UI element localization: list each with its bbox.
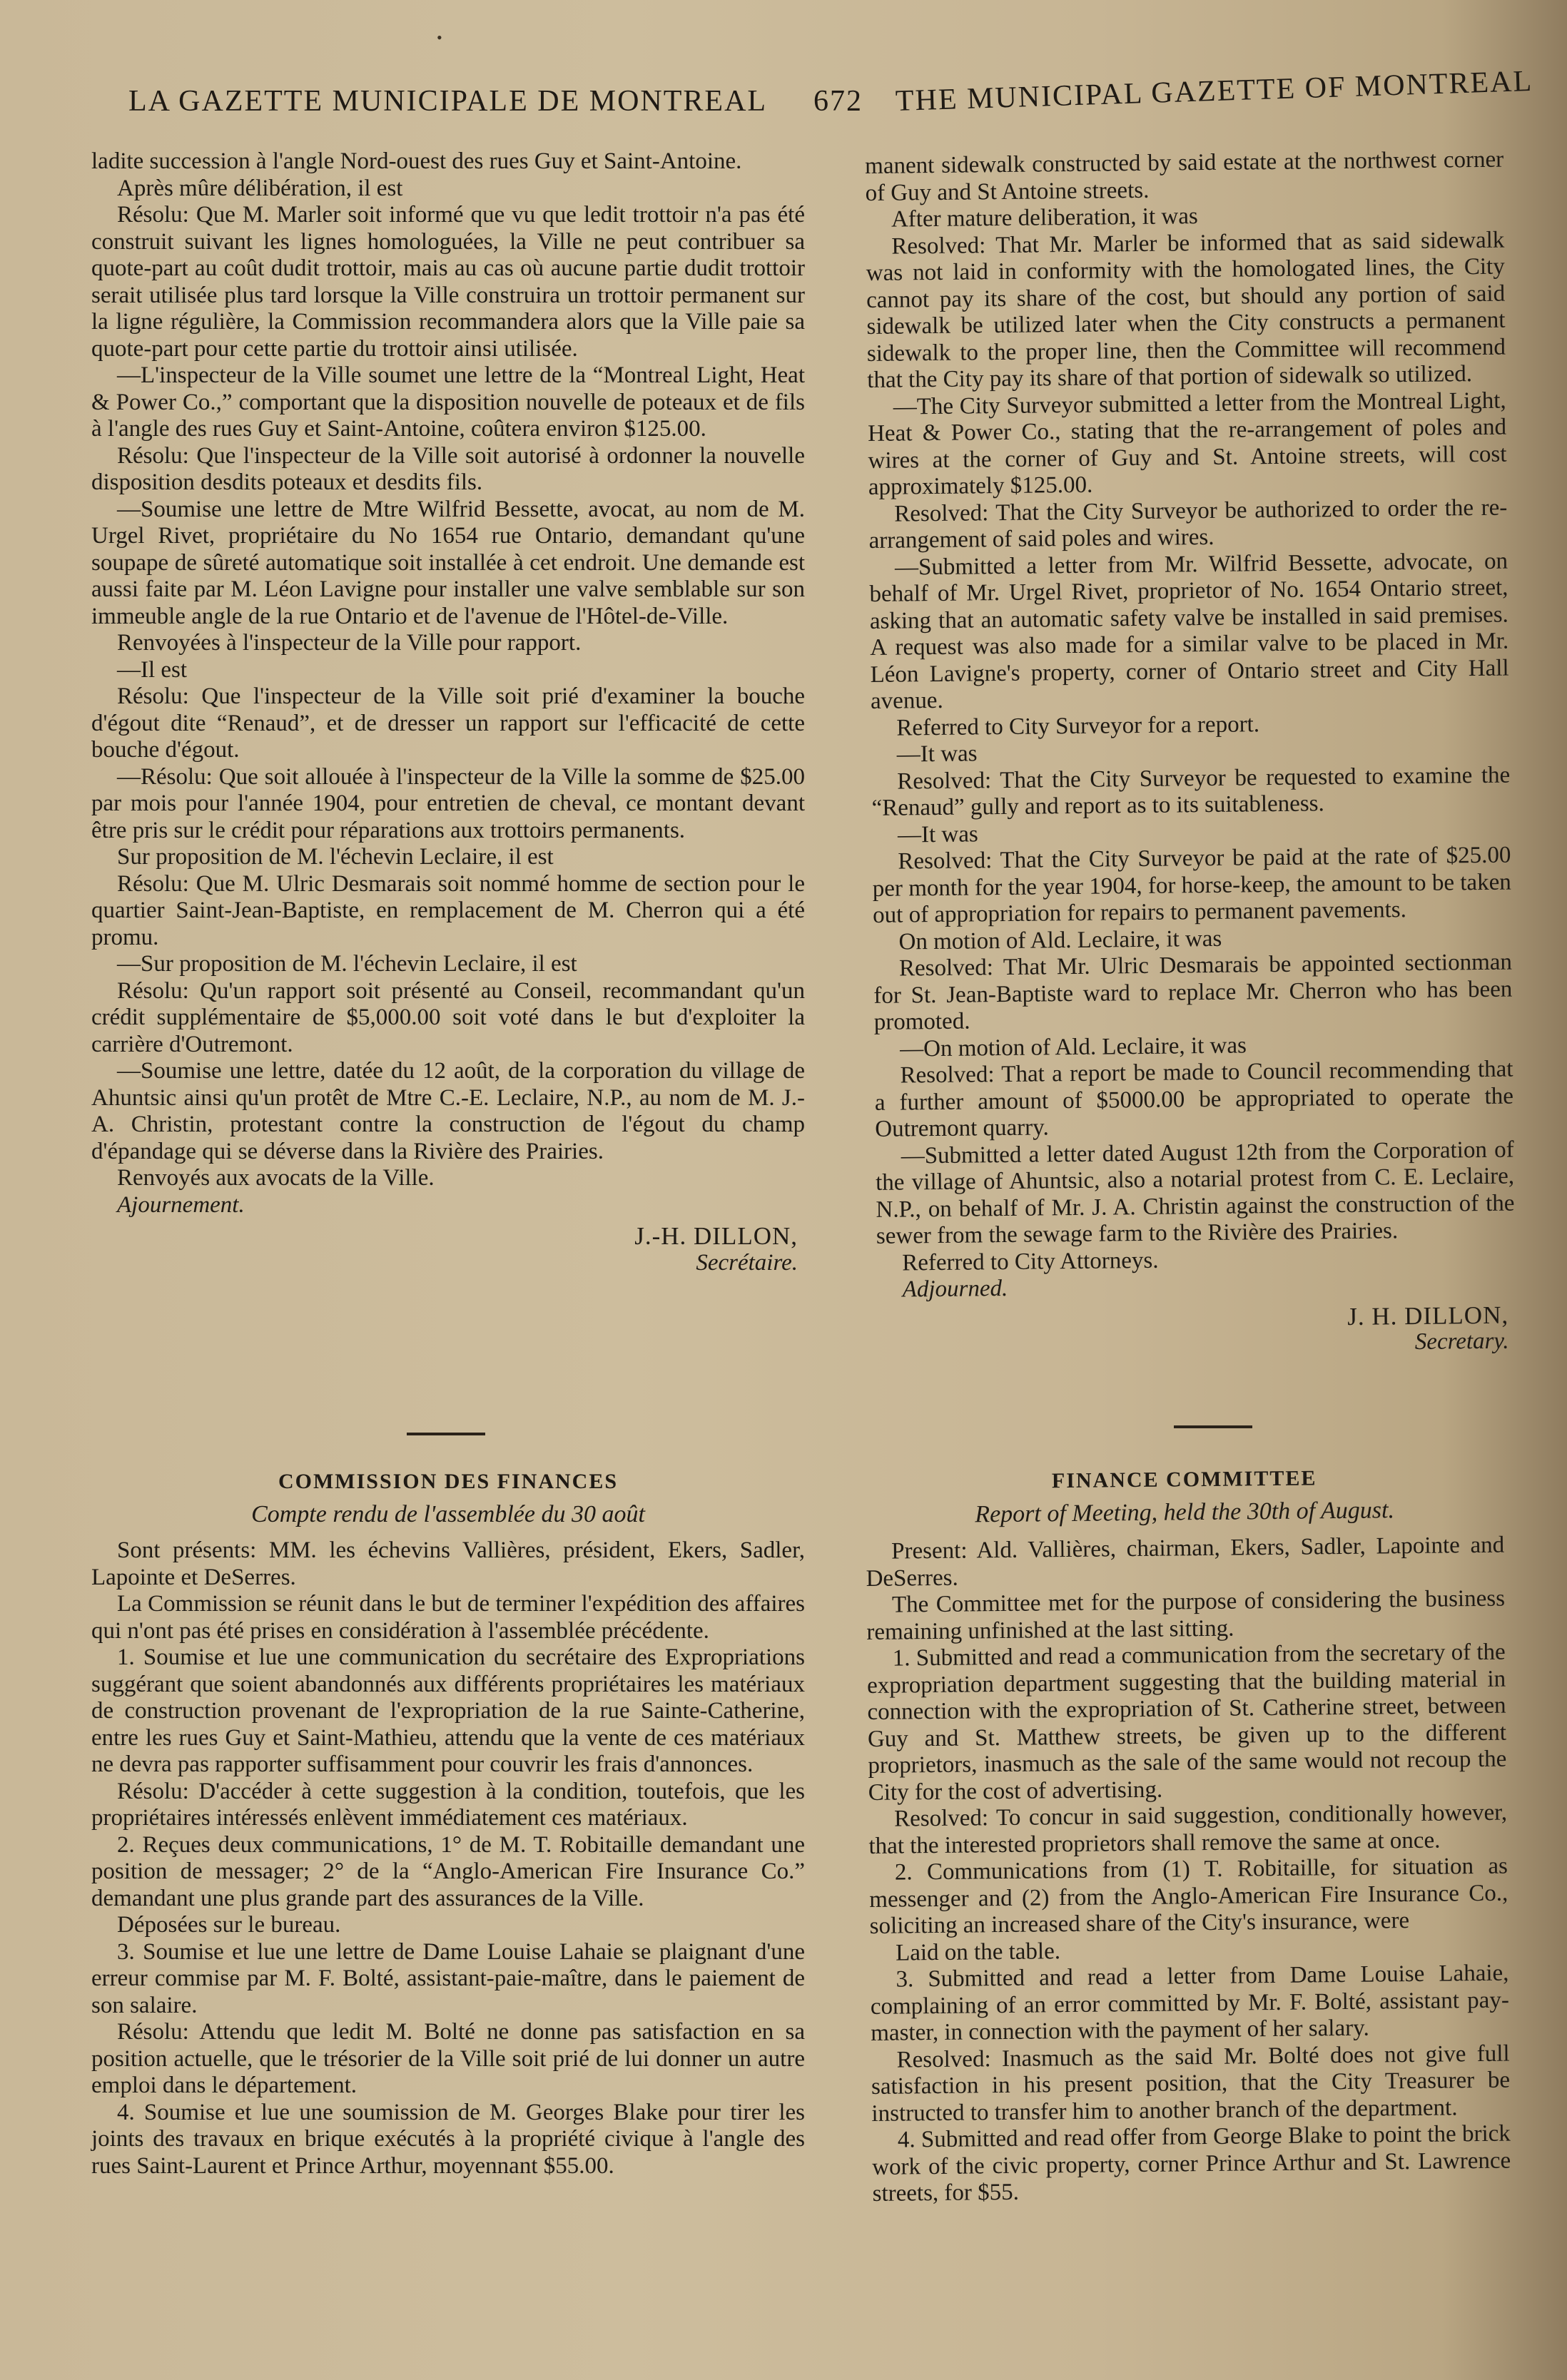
- paragraph: —It was: [896, 741, 978, 768]
- paragraph: Resolved: That the City Surveyor be requested to examine the “Renaud” gully and report as to its suitableness.: [871, 762, 1511, 821]
- french-minutes-continued: [91, 148, 805, 1276]
- print-speck: •: [437, 29, 442, 46]
- secretary-title: Secretary.: [1414, 1328, 1509, 1356]
- adjournment: Adjourned.: [902, 1275, 1008, 1303]
- paragraph: Résolu: Que l'inspecteur de la Ville soit autorisé à ordonner la nouvelle disposition desdits poteaux et desdits fils.: [91, 442, 805, 495]
- adjournment: Ajournement.: [117, 1191, 245, 1218]
- paragraph: Résolu: Que l'inspecteur de la Ville soit prié d'examiner la bouche d'égout dite “Renaud”, et de dresser un rapport sur l'efficacité de cette bouche d'égout.: [91, 683, 805, 763]
- french-title: LA GAZETTE MUNICIPALE DE MONTREAL: [128, 85, 768, 118]
- paragraph: Resolved: That the City Surveyor be authorized to order the re-arrangement of said poles and wires.: [868, 494, 1508, 554]
- paragraph: Renvoyés aux avocats de la Ville.: [117, 1165, 435, 1191]
- paragraph: 4. Submitted and read offer from George Blake to point the brick work of the civic property, corner Prince Arthur and St. Lawrence streets, for $55.: [872, 2120, 1511, 2207]
- paragraph: 1. Submitted and read a communication from the secretary of the expropriation department suggesting that the building material in connection with the expropriation of St. Catherine street, between Guy and St. Matthew streets, be given up to the different proprietors, inasmuch as the sale of the same would not recoup the City for the cost of advertising.: [866, 1639, 1507, 1806]
- paragraph: After mature deliberation, it was: [891, 203, 1198, 233]
- paragraph: —On motion of Ald. Leclaire, it was: [899, 1032, 1247, 1062]
- paragraph: Resolved: Inasmuch as the said Mr. Bolté does not give full satisfaction in his present position, that the City Treasurer be instructed to transfer him to another branch of the department.: [871, 2040, 1511, 2127]
- paragraph: Résolu: Que M. Marler soit informé que vu que ledit trottoir n'a pas été construit suivant les lignes homologuées, la Ville ne peut contribuer sa quote-part au coût dudit trottoir, mais au cas où aucune partie dudit trottoir serait utilisée plus tard lorsque la Ville construira un trottoir permanent sur la ligne régulière, la Commission recommandera alors que la Ville paie sa quote-part pour cette partie du trottoir ainsi utilisée.: [91, 202, 805, 362]
- section-subtitle: Report of Meeting, held the 30th of August.: [975, 1496, 1395, 1527]
- paragraph: Laid on the table.: [895, 1938, 1061, 1966]
- paragraph: Present: Ald. Vallières, chairman, Ekers, Sadler, Lapointe and DeSerres.: [866, 1532, 1505, 1592]
- paragraph: 2. Communications from (1) T. Robitaille, for situation as messenger and (2) from the Anglo-American Fire Insurance Co., soliciting an increased share of the City's insurance, were: [869, 1853, 1508, 1939]
- paragraph: —Il est: [117, 656, 188, 683]
- paragraph: —Résolu: Que soit allouée à l'inspecteur de la Ville la somme de $25.00 par mois pour l'année 1904, pour entretien de cheval, ce montant devant être pris sur le crédit pour réparations aux trottoirs permanents.: [91, 763, 805, 843]
- paragraph: manent sidewalk constructed by said estate at the northwest corner of Guy and St Antoine streets.: [865, 146, 1504, 206]
- paragraph: Resolved: That Mr. Ulric Desmarais be appointed sectionman for St. Jean-Baptiste ward to replace Mr. Cherron who has been promoted.: [873, 949, 1513, 1035]
- paragraph: Résolu: D'accéder à cette suggestion à la condition, toutefois, que les propriétaires intéressés enlèvent immédiatement ces matériaux.: [91, 1778, 805, 1831]
- paragraph: Résolu: Qu'un rapport soit présenté au Conseil, recommandant qu'un crédit supplémentaire de $5,000.00 soit voté dans le but d'exploiter la carrière d'Outremont.: [91, 977, 805, 1057]
- section-title: FINANCE COMMITTEE: [1051, 1466, 1317, 1493]
- paragraph: —Soumise une lettre de Mtre Wilfrid Bessette, avocat, au nom de M. Urgel Rivet, propriétaire du No 1654 rue Ontario, demandant qu'une soupape de sûreté automatique soit installée à cet endroit. Une demande est aussi faite par M. Léon Lavigne pour installer une valve semblable sur son immeuble angle de la rue Ontario et de l'avenue de l'Hôtel-de-Ville.: [91, 496, 805, 629]
- paragraph: The Committee met for the purpose of considering the business remaining unfinished at the last sitting.: [866, 1585, 1506, 1645]
- paragraph: 3. Submitted and read a letter from Dame Louise Lahaie, complaining of an error committed by Mr. F. Bolté, assistant pay-master, in connection with the payment of her salary.: [870, 1960, 1510, 2046]
- paragraph: —It was: [897, 820, 978, 848]
- finance-committee: [865, 1463, 1511, 2208]
- paragraph: 1. Soumise et lue une communication du secrétaire des Expropriations suggérant que soient abandonnés aux différents propriétaires les matériaux de construction provenant de l'expropriation de la rue Sainte-Catherine, entre les rues Guy et Saint-Mathieu, attendu que la vente de ces matériaux ne devra pas rapporter suffisamment pour couvrir les frais d'annonces.: [91, 1644, 805, 1777]
- english-title: THE MUNICIPAL GAZETTE OF MONTREAL: [895, 64, 1533, 118]
- section-subtitle: Compte rendu de l'assemblée du 30 août: [251, 1500, 645, 1527]
- paragraph: ladite succession à l'angle Nord-ouest des rues Guy et Saint-Antoine.: [91, 148, 742, 174]
- section-divider: [1174, 1425, 1252, 1428]
- paragraph: —Submitted a letter dated August 12th from the Corporation of the village of Ahuntsic, also a notarial protest from C. E. Leclaire, N.P., on behalf of Mr. J. A. Christin against the construction of the sewer from the sewage farm to the Rivière des Prairies.: [875, 1136, 1515, 1249]
- paragraph: La Commission se réunit dans le but de terminer l'expédition des affaires qui n'ont pas été prises en considération à l'assemblée précédente.: [91, 1591, 805, 1644]
- paragraph: Resolved: To concur in said suggestion, conditionally however, that the interested proprietors shall remove the same at once.: [868, 1799, 1508, 1859]
- section-title: COMMISSION DES FINANCES: [278, 1470, 619, 1493]
- paragraph: Résolu: Attendu que ledit M. Bolté ne donne pas satisfaction en sa position actuelle, que le trésorier de la Ville soit prié de lui donner un autre emploi dans le département.: [91, 2019, 805, 2098]
- paragraph: Renvoyées à l'inspecteur de la Ville pour rapport.: [117, 630, 582, 656]
- paragraph: —The City Surveyor submitted a letter from the Montreal Light, Heat & Power Co., stating that the re-arrangement of poles and wires at the corner of Guy and St. Antoine streets, will cost approximately $125.00.: [867, 387, 1507, 500]
- signature-block: [91, 1223, 805, 1276]
- paragraph: Après mûre délibération, il est: [117, 175, 403, 201]
- paragraph: Resolved: That a report be made to Council recommending that a further amount of $5000.00 be appropriated to operate the Outremont quarry.: [874, 1056, 1514, 1142]
- commission-des-finances: [91, 1468, 805, 2180]
- secretary-name: J. H. DILLON,: [1347, 1301, 1509, 1331]
- paragraph: —Soumise une lettre, datée du 12 août, de la corporation du village de Ahuntsic ainsi qu'un protêt de Mtre C.-E. Leclaire, N.P., au nom de M. J.-A. Christin, protestant contre la construction de l'égout du champ d'épandage qui se déverse dans la Rivière des Prairies.: [91, 1058, 805, 1164]
- paragraph: 4. Soumise et lue une soumission de M. Georges Blake pour tirer les joints des travaux en brique exécutés à la propriété civique à l'angle des rues Saint-Laurent et Prince Arthur, moyennant $55.00.: [91, 2099, 805, 2179]
- paragraph: —L'inspecteur de la Ville soumet une lettre de la “Montreal Light, Heat & Power Co.,” comportant que la disposition nouvelle de poteaux et de fils à l'angle des rues Guy et Saint-Antoine, coûtera environ $125.00.: [91, 362, 805, 442]
- paragraph: Resolved: That the City Surveyor be paid at the rate of $25.00 per month for the year 1904, for horse-keep, the amount to be taken out of appropriation for repairs to permanent pavements.: [872, 842, 1511, 928]
- paragraph: 3. Soumise et lue une lettre de Dame Louise Lahaie se plaignant d'une erreur commise par M. F. Bolté, assistant-paie-maître, dans le paiement de son salaire.: [91, 1938, 805, 2018]
- paragraph: On motion of Ald. Leclaire, it was: [898, 925, 1222, 955]
- paragraph: 2. Reçues deux communications, 1° de M. T. Robitaille demandant une position de messager; 2° de la “Anglo-American Fire Insurance Co.” demandant une plus grande part des assurances de la Ville.: [91, 1831, 805, 1911]
- page-header: [128, 64, 1533, 127]
- paragraph: Sur proposition de M. l'échevin Leclaire, il est: [117, 844, 554, 870]
- english-minutes-continued: [865, 147, 1516, 1362]
- page-number: 672: [813, 85, 863, 118]
- paragraph: Déposées sur le bureau.: [117, 1912, 341, 1938]
- paragraph: —Sur proposition de M. l'échevin Leclaire, il est: [117, 951, 577, 977]
- paragraph: Resolved: That Mr. Marler be informed that as said sidewalk was not laid in conformity with the homologated lines, the City cannot pay its share of the cost, but should any portion of said sidewalk be utilized later when the City constructs a permanent sidewalk to the proper line, then the Committee will recommend that the City pay its share of that portion of sidewalk so utilized.: [866, 227, 1506, 393]
- paragraph: Referred to City Surveyor for a report.: [896, 711, 1260, 741]
- paragraph: —Submitted a letter from Mr. Wilfrid Bessette, advocate, on behalf of Mr. Urgel Rivet, proprietor of No. 1654 Ontario street, asking that an automatic safety valve be installed in said premises. A request was also made for a similar valve to be placed in Mr. Léon Lavigne's property, corner of Ontario street and City Hall avenue.: [869, 548, 1509, 714]
- paragraph: Referred to City Attorneys.: [902, 1247, 1159, 1276]
- paragraph: Résolu: Que M. Ulric Desmarais soit nommé homme de section pour le quartier Saint-Jean-Baptiste, en remplacement de M. Cherron qui a été promu.: [91, 870, 805, 950]
- secretary-title: Secrétaire.: [696, 1249, 798, 1276]
- signature-block: [877, 1301, 1516, 1361]
- secretary-name: J.-H. DILLON,: [634, 1222, 798, 1250]
- paragraph: Sont présents: MM. les échevins Vallières, président, Ekers, Sadler, Lapointe et DeSerres.: [91, 1537, 805, 1590]
- section-divider: [407, 1433, 485, 1435]
